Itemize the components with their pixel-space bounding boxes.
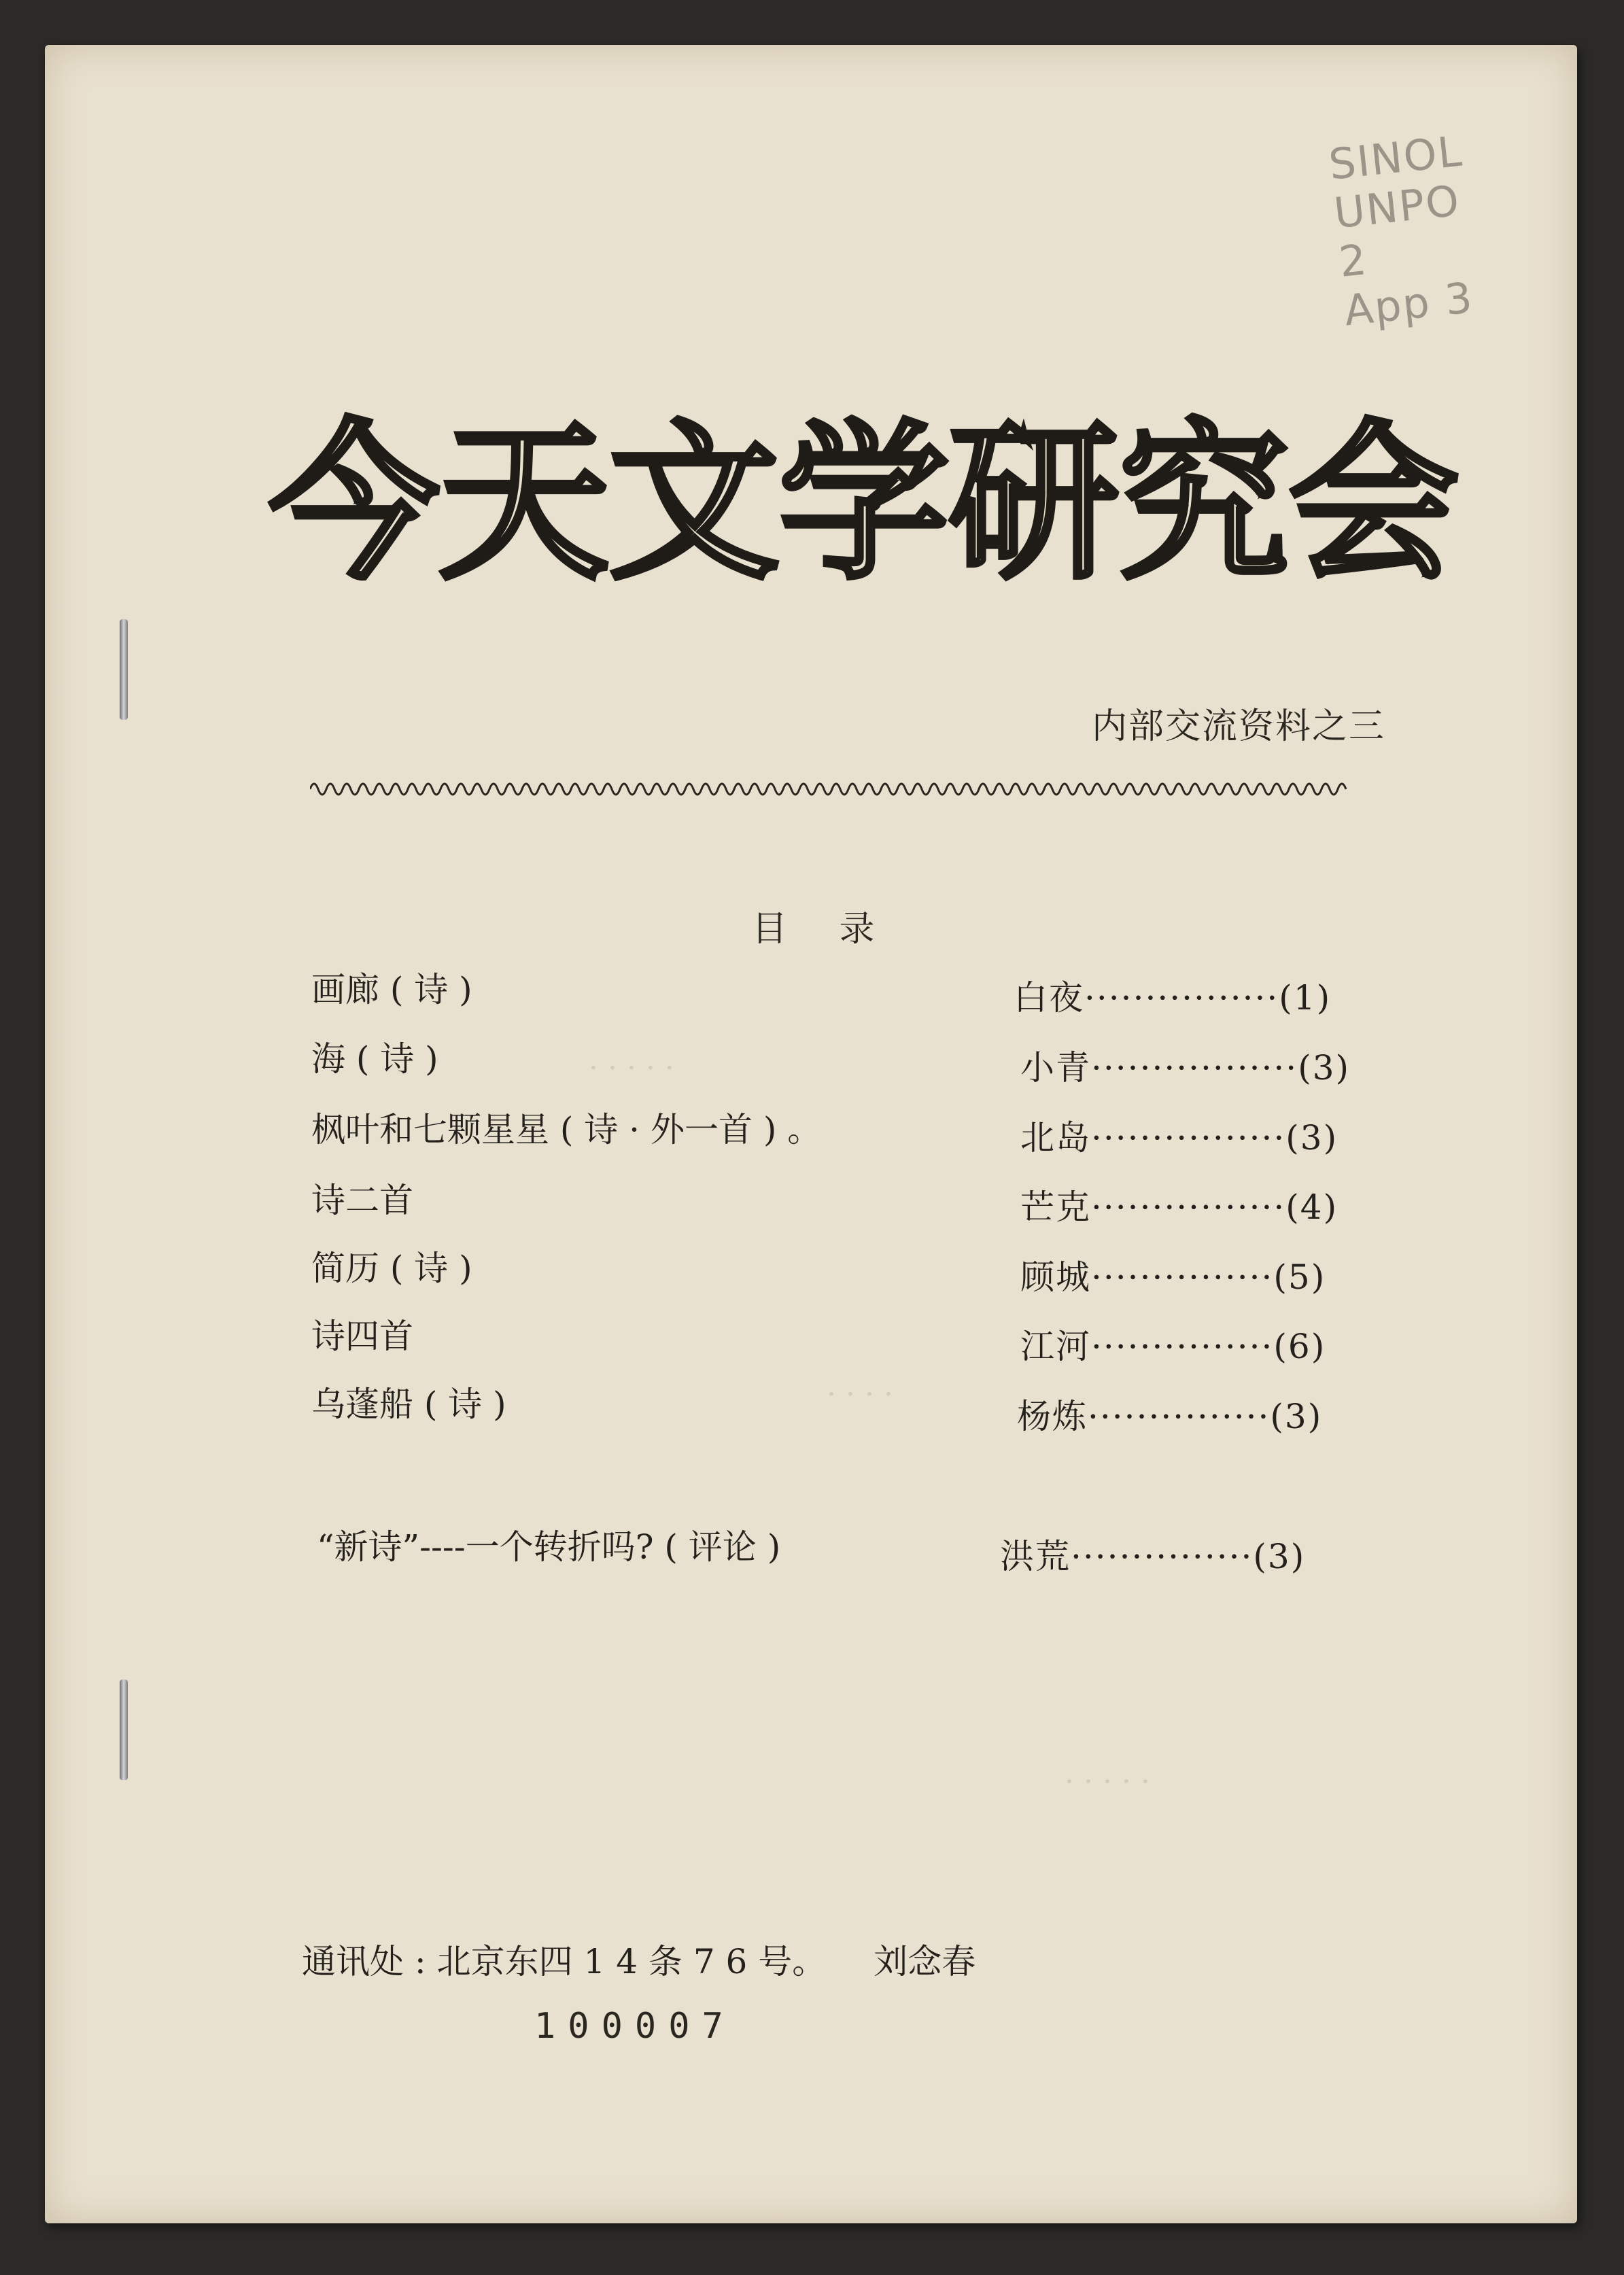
toc-entry-title: 诗二首 <box>311 1181 413 1220</box>
toc-entry-title: “新诗”----一个转折吗? ( 评论 ) <box>317 1527 781 1567</box>
pencil-catalog-note: SINOL UNPO 2 App 3 <box>1326 126 1476 336</box>
toc-entry-author-page: 洪荒···············(3) <box>1000 1537 1306 1576</box>
bleed-through-text: · · · · · <box>589 1051 674 1086</box>
mailing-address <box>302 1934 975 1983</box>
bleed-through-text: · · · · <box>827 1377 893 1412</box>
title-char: 究 <box>1119 404 1289 602</box>
toc-entry-author-page: 杨炼···············(3) <box>1017 1397 1323 1436</box>
title-char: 学 <box>779 404 949 602</box>
title-char: 研 <box>949 404 1119 602</box>
bleed-through-text: · · · · · <box>1065 1765 1150 1799</box>
toc-entry-author-page: 北岛················(3) <box>1020 1118 1338 1158</box>
title-char: 文 <box>609 404 779 602</box>
title-char: 今 <box>269 404 439 602</box>
toc-entry-title: 海 ( 诗 ) <box>311 1039 438 1079</box>
toc-entry-title: 简历 ( 诗 ) <box>311 1249 472 1288</box>
magazine-title <box>269 388 1459 619</box>
title-char: 会 <box>1289 404 1459 602</box>
toc-entry-author-page: 江河···············(6) <box>1020 1327 1326 1366</box>
staple-bottom <box>120 1680 128 1780</box>
contact-person: 刘念春 <box>874 1942 976 1981</box>
postal-code: 100007 <box>534 2006 736 2047</box>
toc-entry-author-page: 小青·················(3) <box>1020 1048 1351 1088</box>
booklet-cover <box>45 45 1577 2223</box>
toc-entry-title: 诗四首 <box>311 1317 413 1356</box>
toc-heading: 目 录 <box>752 909 895 950</box>
address-text: 通讯处 : 北京东四 1 4 条 7 6 号。 <box>302 1942 827 1981</box>
toc-entry-title: 乌蓬船 ( 诗 ) <box>311 1385 506 1424</box>
toc-entry-title: 枫叶和七颗星星 ( 诗 · 外一首 ) 。 <box>311 1110 822 1149</box>
toc-entry-title: 画廊 ( 诗 ) <box>311 970 472 1009</box>
toc-entry-author-page: 白夜················(1) <box>1014 978 1332 1018</box>
title-char: 天 <box>439 404 609 602</box>
toc-entry-author-page: 芒克················(4) <box>1020 1187 1338 1227</box>
issue-subtitle: 内部交流资料之三 <box>1092 706 1386 747</box>
toc-entry-author-page: 顾城···············(5) <box>1020 1257 1326 1297</box>
wavy-divider <box>310 776 1384 799</box>
staple-top <box>120 619 128 720</box>
